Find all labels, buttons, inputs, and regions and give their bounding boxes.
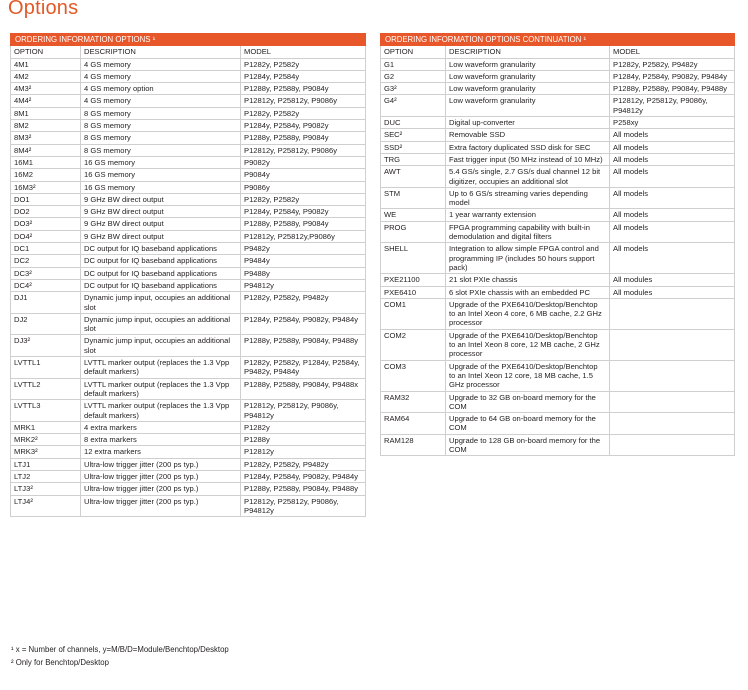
model-cell: P1288y, P2588y, P9084y [241,83,366,95]
model-cell: P1288y, P2588y, P9084y, P9488y [610,83,735,95]
table-row [11,434,366,446]
table-row [381,70,735,82]
model-cell: All models [610,221,735,243]
footnote-channels: ¹ x = Number of channels, y=M/B/D=Module/Benchtop/Desktop [11,645,229,654]
model-cell: P1282y [241,421,366,433]
option-cell: DO4² [11,230,81,242]
table-header: ORDERING INFORMATION OPTIONS ¹ [11,34,366,46]
description-cell: 9 GHz BW direct output [81,206,241,218]
model-cell [610,360,735,391]
option-cell: LVTTL1 [11,357,81,379]
table-row [381,360,735,391]
model-cell: P12812y [241,446,366,458]
option-cell: G2 [381,70,446,82]
table-row [381,221,735,243]
description-cell: Upgrade to 64 GB on-board memory for the COM [446,413,610,435]
table-row [11,181,366,193]
model-cell: P1282y, P2582y [241,107,366,119]
column-header-option: OPTION [11,46,81,58]
table-row [381,298,735,329]
option-cell: 16M3² [11,181,81,193]
description-cell: Up to 6 GS/s streaming varies depending model [446,187,610,209]
model-cell: P1282y, P2582y, P9482y [241,458,366,470]
model-cell: P1284y, P2584y, P9082y [241,206,366,218]
model-cell [610,434,735,456]
description-cell: 21 slot PXIe chassis [446,274,610,286]
model-cell: P1284y, P2584y, P9082y, P9484y [241,470,366,482]
option-cell: RAM64 [381,413,446,435]
model-cell: P1284y, P2584y, P9082y, P9484y [241,313,366,335]
option-cell: RAM128 [381,434,446,456]
table-row [381,274,735,286]
model-cell: P1282y, P2582y, P9482y [610,58,735,70]
option-cell: DJ2 [11,313,81,335]
table-row [11,446,366,458]
model-cell: P1282y, P2582y, P9482y [241,292,366,314]
description-cell: Fast trigger input (50 MHz instead of 10 MHz) [446,153,610,165]
description-cell: LVTTL marker output (replaces the 1.3 Vpp default markers) [81,378,241,400]
description-cell: Low waveform granularity [446,70,610,82]
option-cell: DC1 [11,243,81,255]
table-row [11,193,366,205]
column-header-description: DESCRIPTION [81,46,241,58]
option-cell: DC4² [11,279,81,291]
option-cell: 16M2 [11,169,81,181]
model-cell: All models [610,209,735,221]
description-cell: DC output for IQ baseband applications [81,255,241,267]
model-cell: All models [610,141,735,153]
table-row [11,313,366,335]
model-cell: P1282y, P2582y [241,193,366,205]
option-cell: G4² [381,95,446,117]
table-row [381,153,735,165]
description-cell: Upgrade of the PXE6410/Desktop/Benchtop to an Intel Xeon 4 core, 6 MB cache, 2.2 GHz processor [446,298,610,329]
option-cell: MRK1 [11,421,81,433]
model-cell: P9482y [241,243,366,255]
column-header-option: OPTION [381,46,446,58]
description-cell: 9 GHz BW direct output [81,193,241,205]
model-cell: P12812y, P25812y, P9086y [241,144,366,156]
description-cell: Digital up-converter [446,117,610,129]
table-row [11,230,366,242]
option-cell: DUC [381,117,446,129]
table-row [11,107,366,119]
description-cell: 1 year warranty extension [446,209,610,221]
description-cell: Upgrade of the PXE6410/Desktop/Benchtop to an Intel Xeon 8 core, 12 MB cache, 2 GHz processor [446,329,610,360]
table-row [11,255,366,267]
model-cell: All models [610,166,735,188]
table-row [11,95,366,107]
column-header-model: MODEL [610,46,735,58]
column-header-model: MODEL [241,46,366,58]
option-cell: 16M1 [11,156,81,168]
description-cell: Ultra-low trigger jitter (200 ps typ.) [81,483,241,495]
table-row [381,141,735,153]
table-row [381,95,735,117]
table-row [381,413,735,435]
option-cell: RAM32 [381,391,446,413]
option-cell: 4M3² [11,83,81,95]
description-cell: LVTTL marker output (replaces the 1.3 Vpp default markers) [81,400,241,422]
description-cell: 8 GS memory [81,120,241,132]
table-row [381,391,735,413]
table-row [11,83,366,95]
option-cell: 8M4² [11,144,81,156]
table-header: ORDERING INFORMATION OPTIONS CONTINUATION ¹ [381,34,735,46]
table-row [11,169,366,181]
model-cell: All modules [610,274,735,286]
option-cell: LVTTL2 [11,378,81,400]
model-cell: P12812y, P25812y, P9086y, P94812y [241,400,366,422]
model-cell: All models [610,243,735,274]
option-cell: LTJ1 [11,458,81,470]
description-cell: DC output for IQ baseband applications [81,267,241,279]
option-cell: LTJ3² [11,483,81,495]
option-cell: 4M2 [11,70,81,82]
model-cell: P9488y [241,267,366,279]
model-cell: P12812y, P25812y, P9086y [241,95,366,107]
option-cell: 8M3² [11,132,81,144]
description-cell: 4 GS memory [81,70,241,82]
model-cell [610,298,735,329]
model-cell: P9084y [241,169,366,181]
option-cell: COM1 [381,298,446,329]
description-cell: Upgrade to 128 GB on-board memory for the COM [446,434,610,456]
option-cell: DO2 [11,206,81,218]
option-cell: DJ3² [11,335,81,357]
table-row [11,335,366,357]
option-cell: PROG [381,221,446,243]
option-cell: SEC² [381,129,446,141]
option-cell: MRK2² [11,434,81,446]
model-cell: P1288y, P2588y, P9084y, P9488y [241,335,366,357]
description-cell: 4 GS memory option [81,83,241,95]
description-cell: Extra factory duplicated SSD disk for SEC [446,141,610,153]
option-cell: 4M4² [11,95,81,107]
option-cell: G1 [381,58,446,70]
description-cell: Dynamic jump input, occupies an additional slot [81,313,241,335]
model-cell: All models [610,187,735,209]
model-cell [610,391,735,413]
ordering-options-continuation-table [380,33,735,456]
model-cell: P1288y, P2588y, P9084y, P9488y [241,483,366,495]
option-cell: DC2 [11,255,81,267]
model-cell: P12812y, P25812y, P9086y, P94812y [610,95,735,117]
model-cell: P1284y, P2584y, P9082y, P9484y [610,70,735,82]
column-header-description: DESCRIPTION [446,46,610,58]
description-cell: Upgrade of the PXE6410/Desktop/Benchtop to an Intel Xeon 12 core, 18 MB cache, 1.5 GHz processor [446,360,610,391]
description-cell: Ultra-low trigger jitter (200 ps typ.) [81,495,241,517]
model-cell: All modules [610,286,735,298]
table-row [11,132,366,144]
description-cell: 4 extra markers [81,421,241,433]
description-cell: 16 GS memory [81,156,241,168]
description-cell: 16 GS memory [81,181,241,193]
description-cell: 8 GS memory [81,107,241,119]
option-cell: DO3² [11,218,81,230]
model-cell [610,413,735,435]
table-row [11,495,366,517]
description-cell: 4 GS memory [81,58,241,70]
table-row [381,117,735,129]
option-cell: DJ1 [11,292,81,314]
model-cell: P1288y [241,434,366,446]
description-cell: Removable SSD [446,129,610,141]
ordering-options-table [10,33,366,517]
model-cell: P1288y, P2588y, P9084y [241,132,366,144]
table-row [11,218,366,230]
model-cell: P12812y, P25812y,P9086y [241,230,366,242]
model-cell: P94812y [241,279,366,291]
description-cell: 5.4 GS/s single, 2.7 GS/s dual channel 12 bit digitizer, occupies an additional slot [446,166,610,188]
table-row [11,357,366,379]
table-row [381,166,735,188]
description-cell: Low waveform granularity [446,95,610,117]
description-cell: Low waveform granularity [446,83,610,95]
description-cell: Integration to allow simple FPGA control and programming IP (includes 50 hours support pack) [446,243,610,274]
model-cell: P12812y, P25812y, P9086y, P94812y [241,495,366,517]
description-cell: 8 GS memory [81,144,241,156]
model-cell: P1282y, P2582y, P1284y, P2584y, P9482y, P9484y [241,357,366,379]
table-row [11,470,366,482]
option-cell: 8M1 [11,107,81,119]
model-cell: P1282y, P2582y [241,58,366,70]
table-row [11,243,366,255]
option-cell: 8M2 [11,120,81,132]
table-row [381,58,735,70]
model-cell: P1288y, P2588y, P9084y [241,218,366,230]
table-row [11,458,366,470]
option-cell: TRG [381,153,446,165]
option-cell: AWT [381,166,446,188]
option-cell: COM2 [381,329,446,360]
model-cell: P9086y [241,181,366,193]
description-cell: Dynamic jump input, occupies an additional slot [81,335,241,357]
table-row [381,243,735,274]
description-cell: 8 GS memory [81,132,241,144]
table-row [11,378,366,400]
table-row [11,206,366,218]
option-cell: WE [381,209,446,221]
model-cell: P9082y [241,156,366,168]
option-cell: COM3 [381,360,446,391]
description-cell: 9 GHz BW direct output [81,218,241,230]
table-row [11,70,366,82]
description-cell: 6 slot PXIe chassis with an embedded PC [446,286,610,298]
table-row [381,187,735,209]
option-cell: SSD² [381,141,446,153]
page-title: Options [8,0,79,19]
table-row [381,209,735,221]
option-cell: 4M1 [11,58,81,70]
model-cell: P258xy [610,117,735,129]
model-cell [610,329,735,360]
description-cell: Upgrade to 32 GB on-board memory for the COM [446,391,610,413]
description-cell: 12 extra markers [81,446,241,458]
description-cell: Low waveform granularity [446,58,610,70]
description-cell: DC output for IQ baseband applications [81,243,241,255]
table-row [381,129,735,141]
footnote-benchtop: ² Only for Benchtop/Desktop [11,658,109,667]
model-cell: P1284y, P2584y, P9082y [241,120,366,132]
option-cell: STM [381,187,446,209]
option-cell: PXE6410 [381,286,446,298]
model-cell: P1284y, P2584y [241,70,366,82]
table-row [11,279,366,291]
table-row [11,120,366,132]
table-row [11,58,366,70]
table-row [11,156,366,168]
option-cell: G3² [381,83,446,95]
table-row [381,329,735,360]
table-row [381,434,735,456]
model-cell: P9484y [241,255,366,267]
option-cell: SHELL [381,243,446,274]
description-cell: DC output for IQ baseband applications [81,279,241,291]
table-row [11,292,366,314]
table-row [11,400,366,422]
description-cell: Ultra-low trigger jitter (200 ps typ.) [81,470,241,482]
table-row [11,267,366,279]
option-cell: DC3² [11,267,81,279]
description-cell: 8 extra markers [81,434,241,446]
description-cell: 16 GS memory [81,169,241,181]
option-cell: PXE21100 [381,274,446,286]
option-cell: LTJ4² [11,495,81,517]
description-cell: 4 GS memory [81,95,241,107]
table-row [11,421,366,433]
model-cell: All models [610,153,735,165]
description-cell: Dynamic jump input, occupies an additional slot [81,292,241,314]
description-cell: Ultra-low trigger jitter (200 ps typ.) [81,458,241,470]
description-cell: 9 GHz BW direct output [81,230,241,242]
option-cell: LTJ2 [11,470,81,482]
table-row [11,144,366,156]
model-cell: P1288y, P2588y, P9084y, P9488x [241,378,366,400]
description-cell: FPGA programming capability with built-in demodulation and digital filters [446,221,610,243]
option-cell: MRK3² [11,446,81,458]
table-row [11,483,366,495]
model-cell: All models [610,129,735,141]
table-row [381,83,735,95]
option-cell: LVTTL3 [11,400,81,422]
description-cell: LVTTL marker output (replaces the 1.3 Vpp default markers) [81,357,241,379]
option-cell: DO1 [11,193,81,205]
table-row [381,286,735,298]
